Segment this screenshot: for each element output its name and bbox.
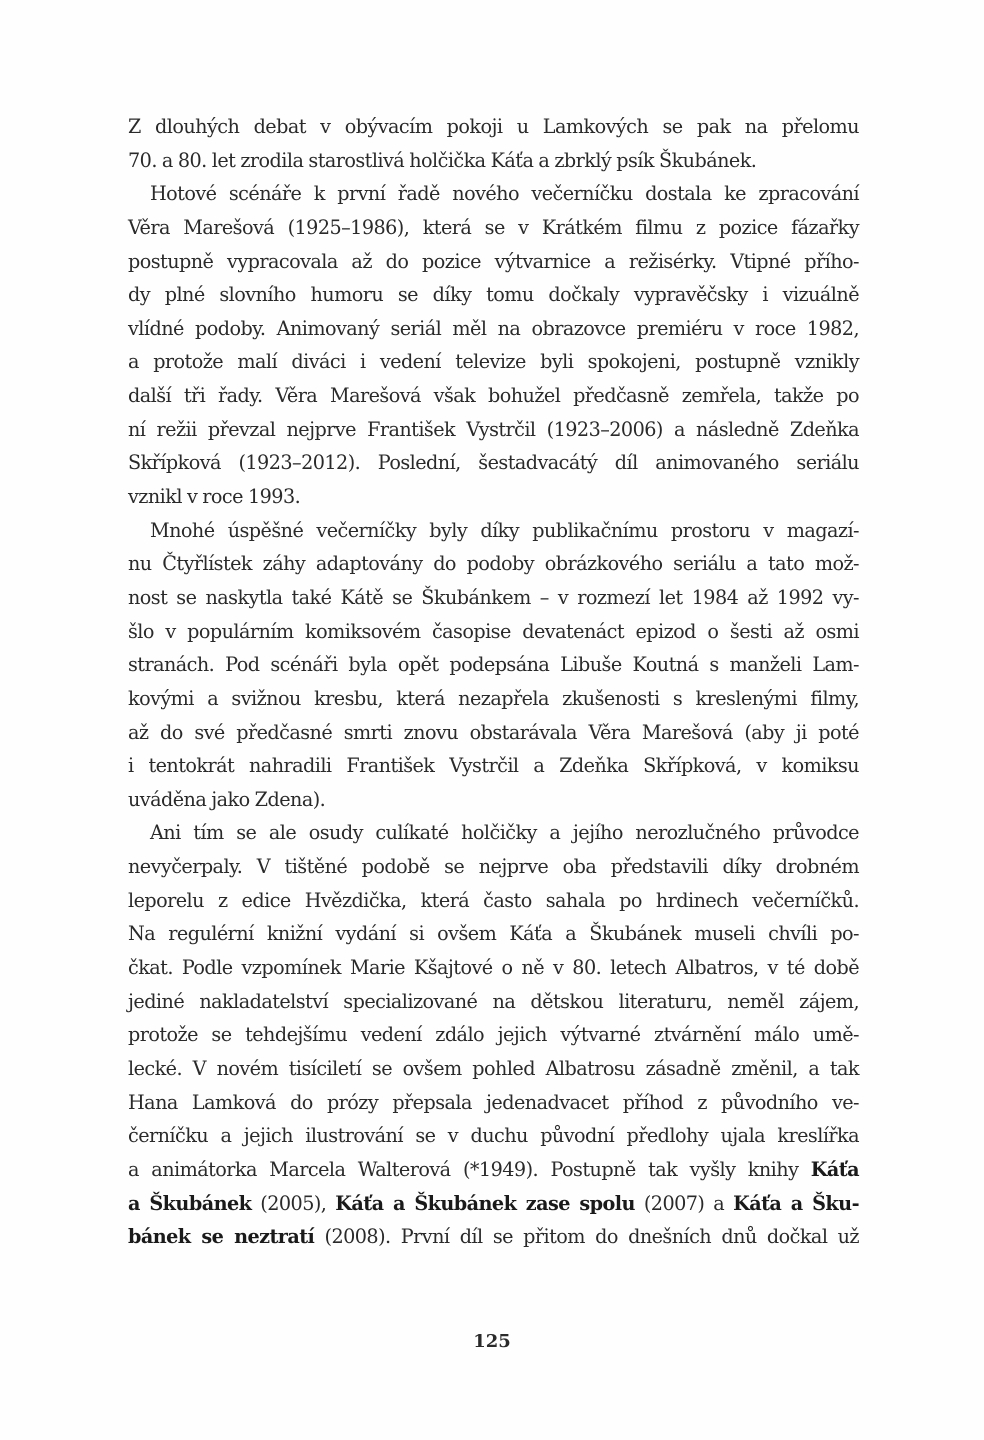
text-line: ní režii převzal nejprve František Vystrčil (1923–2006) a následně Zdeňka [128,417,859,441]
text-line: až do své předčasné smrti znovu obstarávala Věra Marešová (aby ji poté [128,720,859,744]
text-line: stranách. Pod scénáři byla opět podepsána Libuše Koutná s manželi Lam- [128,653,859,677]
book-title: Káťa a Škubánek zase spolu [335,1191,635,1215]
text-line: Hotové scénáře k první řadě nového večerníčku dostala ke zpracování [150,182,859,206]
text-line: leporelu z edice Hvězdička, která často sahala po hrdinech večerníčků. [128,888,859,912]
text-line: vlídné podoby. Animovaný seriál měl na obrazovce premiéru v roce 1982, [128,316,859,340]
text-run: (2008). První díl se přitom do dnešních dnů dočkal už [314,1225,859,1249]
text-line: Ani tím se ale osudy culíkaté holčičky a jejího nerozlučného průvodce [150,821,859,845]
text-line [128,1153,859,1187]
text-line [128,1220,859,1254]
text-run: (2005), [251,1191,336,1215]
text-line: nevyčerpaly. V tištěné podobě se nejprve oba představili díky drobném [128,855,859,879]
text-line: Hana Lamková do prózy přepsala jedenadvacet příhod z původního ve- [128,1090,859,1114]
text-line: čkat. Podle vzpomínek Marie Kšajtové o ně v 80. letech Albatros, v té době [128,956,859,980]
text-line: protože se tehdejšímu vedení zdálo jejich výtvarné ztvárnění málo umě- [128,1023,859,1047]
text-line: Věra Marešová (1925–1986), která se v Krátkém filmu z pozice fázařky [128,215,859,239]
text-line: lecké. V novém tisíciletí se ovšem pohled Albatrosu zásadně změnil, a tak [128,1056,859,1080]
text-line: Na regulérní knižní vydání si ovšem Káťa a Škubánek museli chvíli po- [128,922,859,946]
text-line: další tři řady. Věra Marešová však bohužel předčasně zemřela, takže po [128,384,859,408]
text-line: nost se naskytla také Kátě se Škubánkem – v rozmezí let 1984 až 1992 vy- [128,585,859,609]
book-title: Káťa [810,1157,859,1181]
text-line [128,1187,859,1221]
text-line: šlo v populárním komiksovém časopise devatenáct epizod o šesti až osmi [128,619,859,643]
text-line: vznikl v roce 1993. [128,485,301,509]
text-line: Mnohé úspěšné večerníčky byly díky publikačnímu prostoru v magazí- [150,518,859,542]
page-number: 125 [473,1331,511,1352]
book-title: a Škubánek [128,1191,252,1215]
book-title: bánek se neztratí [128,1225,315,1249]
book-title: Káťa a Šku- [733,1191,859,1215]
text-line: Z dlouhých debat v obývacím pokoji u Lamkových se pak na přelomu [128,115,859,138]
text-line: a protože malí diváci i vedení televize byli spokojeni, postupně vznikly [128,350,859,374]
text-line: jediné nakladatelství specializované na dětskou literaturu, neměl zájem, [128,989,859,1013]
text-line: postupně vypracovala až do pozice výtvarnice a režisérky. Vtipné přího- [128,249,859,273]
text-line: 70. a 80. let zrodila starostlivá holčička Káťa a zbrklý psík Škubánek. [128,148,757,172]
text-line: i tentokrát nahradili František Vystrčil a Zdeňka Skřípková, v komiksu [128,754,859,778]
text-run: a animátorka Marcela Walterová (*1949). Postupně tak vyšly knihy [128,1157,811,1181]
text-line: černíčku a jejich ilustrování se v duchu původní předlohy ujala kreslířka [128,1124,859,1148]
text-line: Skřípková (1923–2012). Poslední, šestadvacátý díl animovaného seriálu [128,451,859,475]
text-run: (2007) a [634,1191,734,1215]
text-line: nu Čtyřlístek záhy adaptovány do podoby obrázkového seriálu a tato mož- [128,552,859,576]
text-line: dy plné slovního humoru se díky tomu dočkaly vypravěčsky i vizuálně [128,283,859,307]
text-line: kovými a svižnou kresbu, která nezapřela zkušenosti s kreslenými filmy, [128,686,859,710]
text-line: uváděna jako Zdena). [128,787,326,811]
body-text [128,110,859,1254]
